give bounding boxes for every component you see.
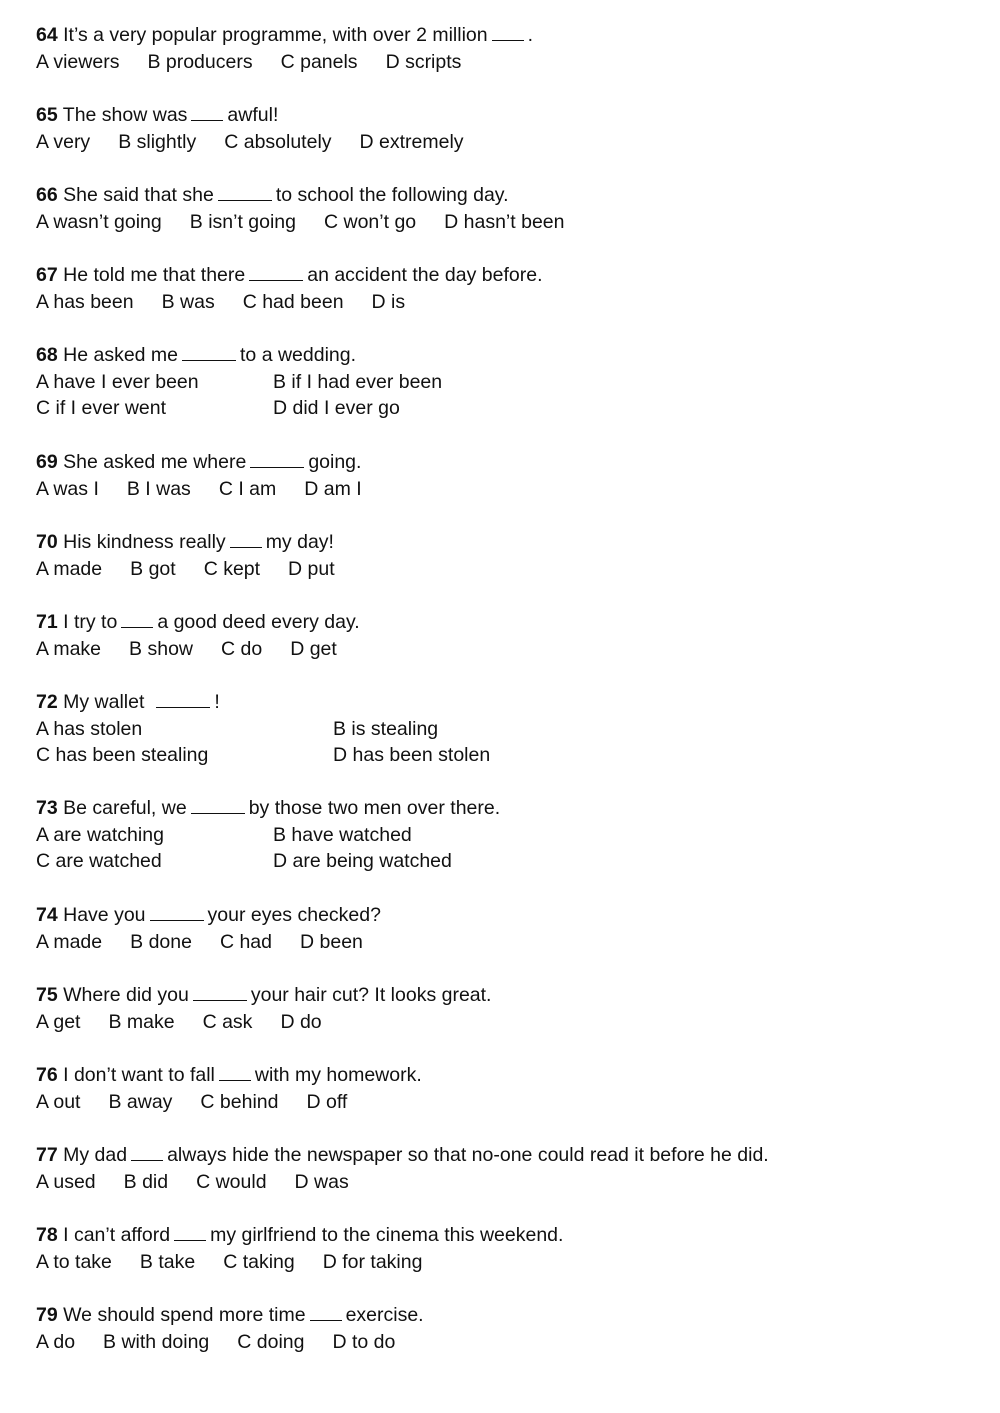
question-stem [36, 22, 976, 49]
question-73 [36, 795, 976, 875]
answer-blank[interactable] [310, 1302, 342, 1321]
question-number: 77 [36, 1144, 58, 1166]
stem-after: . [527, 24, 534, 46]
option-c[interactable]: C I am [218, 477, 277, 500]
stem-before: It’s a very popular programme, with over 2 million [63, 24, 488, 46]
stem-before: His kindness really [63, 531, 226, 553]
question-74 [36, 902, 976, 955]
question-stem [36, 982, 976, 1009]
question-number: 76 [36, 1064, 58, 1086]
option-a[interactable]: A viewers [36, 50, 120, 73]
stem-after: my day! [265, 531, 334, 553]
answer-blank[interactable] [219, 1062, 251, 1081]
option-c[interactable]: C behind [200, 1090, 279, 1113]
option-a[interactable]: A are watching [36, 823, 164, 846]
question-stem [36, 902, 976, 929]
stem-before: My wallet [63, 691, 145, 713]
option-a[interactable]: A wasn’t going [36, 210, 162, 233]
option-c[interactable]: C would [196, 1170, 267, 1193]
option-a[interactable]: A very [36, 130, 91, 153]
question-stem [36, 102, 976, 129]
question-70 [36, 529, 976, 582]
options-row [36, 1249, 976, 1276]
options-grid [36, 822, 976, 875]
option-a[interactable]: A make [36, 637, 102, 660]
option-d[interactable]: D get [290, 637, 337, 660]
stem-after: ! [214, 691, 220, 713]
option-d[interactable]: D hasn’t been [444, 210, 565, 233]
stem-before: I can’t afford [63, 1224, 171, 1246]
options-grid [36, 716, 976, 769]
stem-after: to a wedding. [240, 344, 357, 366]
stem-after: an accident the day before. [307, 264, 543, 286]
question-number: 66 [36, 184, 58, 206]
question-stem [36, 342, 976, 369]
option-b[interactable]: B isn’t going [189, 210, 296, 233]
option-c[interactable]: C are watched [36, 850, 162, 873]
stem-after: your eyes checked? [207, 904, 381, 926]
answer-blank[interactable] [131, 1142, 163, 1161]
question-77 [36, 1142, 976, 1195]
option-c[interactable]: C doing [237, 1330, 305, 1353]
question-64 [36, 22, 976, 75]
option-c[interactable]: C won’t go [324, 210, 417, 233]
option-b[interactable]: B done [130, 930, 192, 953]
option-b[interactable]: B show [129, 637, 193, 660]
question-68 [36, 342, 976, 422]
answer-blank[interactable] [191, 102, 223, 121]
question-69 [36, 449, 976, 502]
question-number: 74 [36, 904, 58, 926]
option-b[interactable]: B slightly [118, 130, 197, 153]
answer-blank[interactable] [156, 689, 210, 708]
option-d[interactable]: D was [294, 1170, 349, 1193]
question-66 [36, 182, 976, 235]
stem-after: to school the following day. [275, 184, 509, 206]
stem-before: The show was [62, 104, 188, 126]
option-d[interactable]: D is [371, 290, 406, 313]
question-number: 70 [36, 531, 58, 553]
options-row [36, 1009, 976, 1036]
options-row [36, 209, 976, 236]
stem-before: My dad [63, 1144, 128, 1166]
question-stem [36, 182, 976, 209]
option-d[interactable]: D extremely [359, 130, 464, 153]
stem-after: your hair cut? It looks great. [250, 984, 492, 1006]
options-row [36, 1169, 976, 1196]
question-number: 67 [36, 264, 58, 286]
stem-after: by those two men over there. [248, 797, 501, 819]
question-stem [36, 1062, 976, 1089]
option-b[interactable]: B have watched [273, 823, 412, 846]
question-65 [36, 102, 976, 155]
answer-blank[interactable] [230, 529, 262, 548]
option-c[interactable]: C kept [203, 557, 261, 580]
question-stem [36, 449, 976, 476]
answer-blank[interactable] [191, 795, 245, 814]
stem-before: She said that she [63, 184, 214, 206]
option-a[interactable]: A have I ever been [36, 370, 199, 393]
answer-blank[interactable] [121, 609, 153, 628]
question-78 [36, 1222, 976, 1275]
option-a[interactable]: A has stolen [36, 717, 143, 740]
option-d[interactable]: D are being watched [273, 850, 452, 873]
option-a[interactable]: A out [36, 1090, 81, 1113]
options-row [36, 49, 976, 76]
question-number: 75 [36, 984, 58, 1006]
option-c[interactable]: C ask [202, 1010, 253, 1033]
stem-before: He asked me [63, 344, 179, 366]
question-79 [36, 1302, 976, 1355]
option-a[interactable]: A to take [36, 1250, 112, 1273]
stem-after: awful! [227, 104, 279, 126]
answer-blank[interactable] [150, 902, 204, 921]
option-d[interactable]: D put [288, 557, 335, 580]
options-row [36, 1329, 976, 1356]
question-stem [36, 1302, 976, 1329]
option-c[interactable]: C taking [223, 1250, 295, 1273]
option-a[interactable]: A get [36, 1010, 81, 1033]
option-b[interactable]: B if I had ever been [273, 370, 443, 393]
option-d[interactable]: D scripts [385, 50, 462, 73]
option-d[interactable]: D to do [332, 1330, 396, 1353]
option-d[interactable]: D has been stolen [333, 744, 491, 767]
stem-after: a good deed every day. [157, 611, 360, 633]
options-grid [36, 369, 976, 422]
options-row [36, 289, 976, 316]
option-c[interactable]: C absolutely [224, 130, 332, 153]
question-71 [36, 609, 976, 662]
question-number: 73 [36, 797, 58, 819]
question-76 [36, 1062, 976, 1115]
option-b[interactable]: B I was [126, 477, 191, 500]
option-c[interactable]: C has been stealing [36, 744, 209, 767]
question-number: 64 [36, 24, 58, 46]
question-stem [36, 529, 976, 556]
stem-before: She asked me where [63, 451, 247, 473]
stem-before: I try to [63, 611, 118, 633]
question-75 [36, 982, 976, 1035]
question-stem [36, 1142, 976, 1169]
option-a[interactable]: A do [36, 1330, 76, 1353]
answer-blank[interactable] [492, 22, 524, 41]
answer-blank[interactable] [249, 262, 303, 281]
option-a[interactable]: A has been [36, 290, 134, 313]
stem-before: He told me that there [63, 264, 246, 286]
option-a[interactable]: A made [36, 930, 103, 953]
options-row [36, 476, 976, 503]
question-number: 68 [36, 344, 58, 366]
option-b[interactable]: B make [108, 1010, 175, 1033]
stem-before: Be careful, we [63, 797, 187, 819]
option-c[interactable]: C do [221, 637, 263, 660]
options-row [36, 636, 976, 663]
options-row [36, 1089, 976, 1116]
stem-after: exercise. [345, 1304, 424, 1326]
stem-before: We should spend more time [63, 1304, 306, 1326]
option-d[interactable]: D been [300, 930, 363, 953]
question-number: 78 [36, 1224, 58, 1246]
options-row [36, 129, 976, 156]
stem-before: Have you [63, 904, 146, 926]
option-c[interactable]: C had [219, 930, 272, 953]
question-72 [36, 689, 976, 769]
answer-blank[interactable] [182, 342, 236, 361]
answer-blank[interactable] [174, 1222, 206, 1241]
answer-blank[interactable] [250, 449, 304, 468]
option-b[interactable]: B got [130, 557, 176, 580]
question-stem [36, 609, 976, 636]
option-c[interactable]: C if I ever went [36, 397, 167, 420]
option-d[interactable]: D for taking [322, 1250, 423, 1273]
option-d[interactable]: D off [306, 1090, 348, 1113]
option-b[interactable]: B away [108, 1090, 173, 1113]
option-b[interactable]: B with doing [103, 1330, 210, 1353]
option-a[interactable]: A made [36, 557, 103, 580]
options-row [36, 556, 976, 583]
answer-blank[interactable] [218, 182, 272, 201]
stem-after: my girlfriend to the cinema this weekend. [210, 1224, 564, 1246]
option-a[interactable]: A used [36, 1170, 96, 1193]
question-stem [36, 1222, 976, 1249]
option-b[interactable]: B did [123, 1170, 169, 1193]
option-b[interactable]: B take [139, 1250, 196, 1273]
stem-before: Where did you [63, 984, 189, 1006]
answer-blank[interactable] [193, 982, 247, 1001]
option-a[interactable]: A was I [36, 477, 99, 500]
question-number: 65 [36, 104, 58, 126]
stem-before: I don’t want to fall [63, 1064, 215, 1086]
options-row [36, 929, 976, 956]
option-b[interactable]: B was [161, 290, 215, 313]
question-stem [36, 689, 976, 716]
option-c[interactable]: C panels [280, 50, 358, 73]
option-c[interactable]: C had been [242, 290, 344, 313]
question-stem [36, 795, 976, 822]
question-number: 71 [36, 611, 58, 633]
option-d[interactable]: D did I ever go [273, 397, 400, 420]
stem-after: always hide the newspaper so that no-one could read it before he did. [167, 1144, 769, 1166]
option-b[interactable]: B is stealing [333, 717, 439, 740]
option-d[interactable]: D do [280, 1010, 322, 1033]
question-number: 69 [36, 451, 58, 473]
question-stem [36, 262, 976, 289]
stem-after: going. [308, 451, 362, 473]
option-d[interactable]: D am I [304, 477, 362, 500]
question-67 [36, 262, 976, 315]
question-number: 72 [36, 691, 58, 713]
option-b[interactable]: B producers [147, 50, 253, 73]
stem-after: with my homework. [254, 1064, 422, 1086]
question-number: 79 [36, 1304, 58, 1326]
